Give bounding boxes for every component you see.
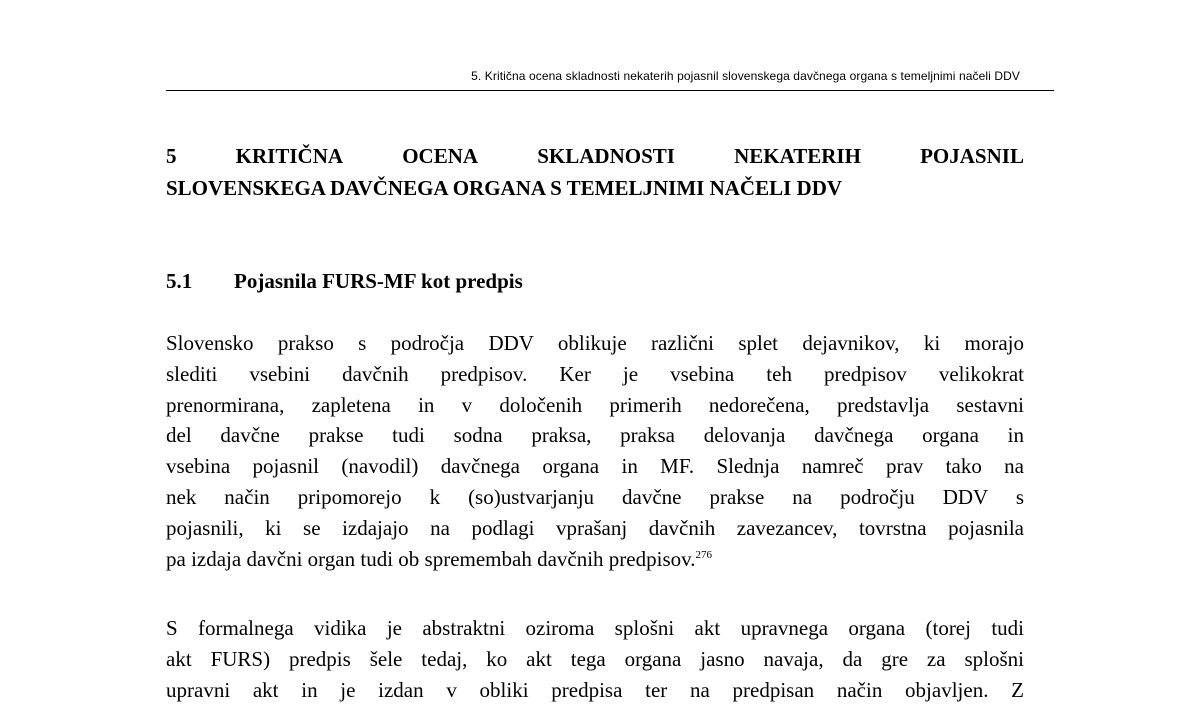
paragraph-line: slediti vsebini davčnih predpisov. Ker je vsebina teh predpisov velikokrat: [166, 361, 1024, 386]
paragraph-line: pojasnili, ki se izdajajo na podlagi vprašanj davčnih zavezancev, tovrstna pojasnila: [166, 515, 1024, 540]
running-header: 5. Kritična ocena skladnosti nekaterih pojasnil slovenskega davčnega organa s temeljnimi načeli DDV: [471, 69, 1020, 83]
paragraph-line: vsebina pojasnil (navodil) davčnega organa in MF. Slednja namreč prav tako na: [166, 454, 1024, 479]
chapter-title-word: POJASNIL: [920, 144, 1024, 168]
chapter-title-word: NEKATERIH: [734, 144, 861, 168]
chapter-heading: [166, 140, 1024, 204]
paragraph-line-last: [166, 544, 1024, 575]
paragraph-2: [166, 613, 1024, 705]
paragraph-line: nek način pripomorejo k (so)ustvarjanju davčne prakse na področju DDV s: [166, 484, 1024, 509]
chapter-title-word: SKLADNOSTI: [537, 144, 675, 168]
chapter-heading-line-1: [166, 140, 1024, 172]
section-heading: [166, 266, 523, 296]
paragraph-line-text: pa izdaja davčni organ tudi ob spremembah davčnih predpisov.: [166, 546, 696, 571]
chapter-heading-line-2: SLOVENSKEGA DAVČNEGA ORGANA S TEMELJNIMI NAČELI DDV: [166, 176, 843, 200]
footnote-reference: 276: [695, 548, 713, 561]
chapter-title-word: OCENA: [402, 144, 479, 168]
paragraph-line: del davčne prakse tudi sodna praksa, praksa delovanja davčnega organa in: [166, 423, 1024, 448]
paragraph-line: upravni akt in je izdan v obliki predpisa ter na predpisan način objavljen. Z: [166, 677, 1024, 702]
chapter-number: 5: [166, 144, 177, 168]
section-number: 5.1: [166, 269, 193, 293]
paragraph-1: [166, 328, 1024, 574]
header-rule: [166, 90, 1054, 91]
paragraph-line: S formalnega vidika je abstraktni oziroma splošni akt upravnega organa (torej tudi: [166, 616, 1024, 640]
paragraph-line: Slovensko prakso s področja DDV oblikuje različni splet dejavnikov, ki morajo: [166, 331, 1024, 355]
section-title: Pojasnila FURS-MF kot predpis: [234, 269, 523, 293]
paragraph-line: prenormirana, zapletena in v določenih primerih nedorečena, predstavlja sestavni: [166, 392, 1024, 417]
chapter-title-word: KRITIČNA: [235, 144, 344, 168]
paragraph-line: akt FURS) predpis šele tedaj, ko akt tega organa jasno navaja, da gre za splošni: [166, 646, 1024, 671]
